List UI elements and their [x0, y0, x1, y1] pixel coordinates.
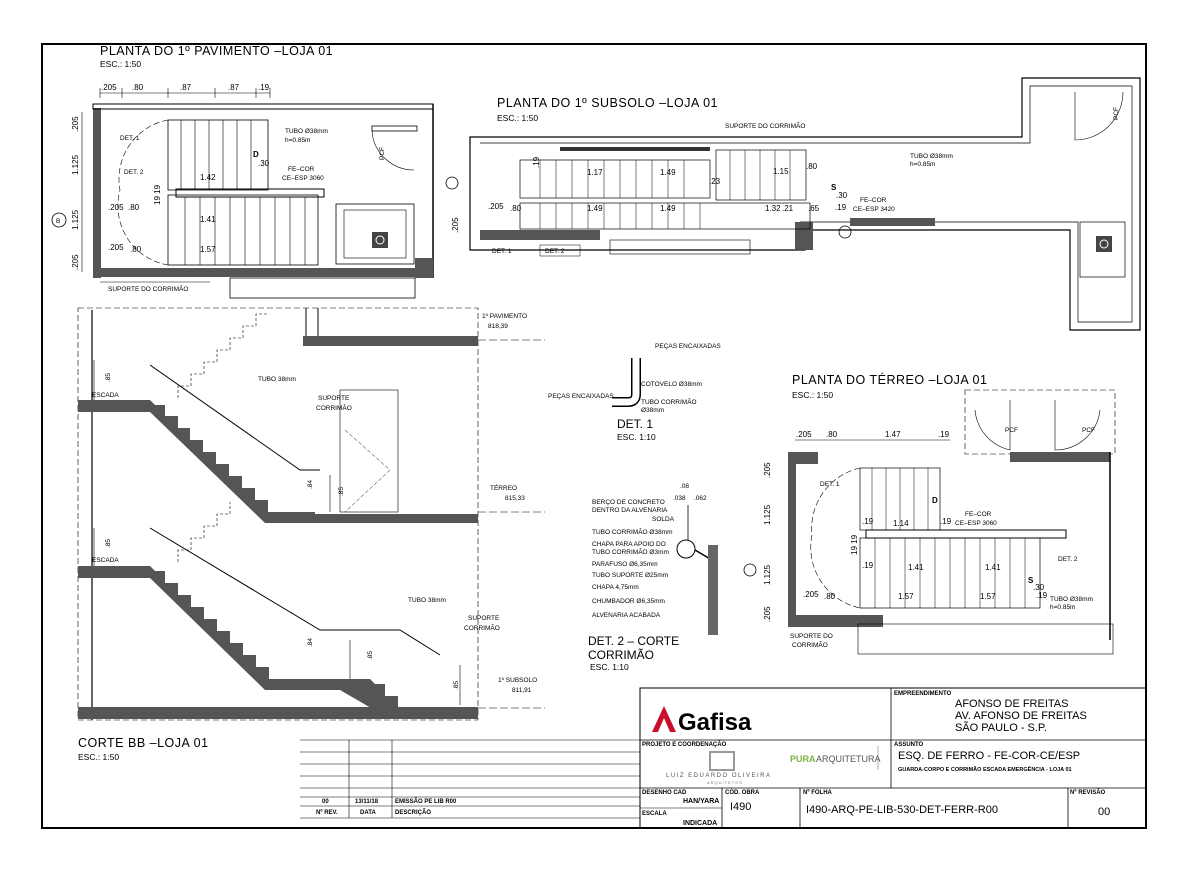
- svg-text:.205: .205: [763, 606, 772, 622]
- svg-text:.87: .87: [228, 83, 240, 92]
- svg-text:PEÇAS ENCAIXADAS: PEÇAS ENCAIXADAS: [548, 393, 614, 400]
- svg-text:.038: .038: [673, 495, 686, 502]
- svg-text:.205: .205: [71, 254, 80, 270]
- svg-text:SUPORTE: SUPORTE: [468, 615, 500, 622]
- svg-text:h=0.85m: h=0.85m: [285, 137, 311, 144]
- svg-text:TUBO CORRIMÃO: TUBO CORRIMÃO: [641, 399, 697, 406]
- svg-text:ASSUNTO: ASSUNTO: [894, 742, 924, 748]
- svg-text:.19: .19: [532, 156, 541, 168]
- svg-text:D: D: [932, 496, 938, 505]
- svg-text:CORRIMÃO: CORRIMÃO: [792, 642, 828, 649]
- svg-text:Nº REVISÃO: Nº REVISÃO: [1070, 790, 1106, 796]
- svg-text:PARAFUSO Ø6,35mm: PARAFUSO Ø6,35mm: [592, 561, 658, 568]
- svg-text:1.41: 1.41: [985, 563, 1001, 572]
- svg-text:1.15: 1.15: [773, 167, 789, 176]
- svg-text:1.49: 1.49: [587, 204, 603, 213]
- svg-text:811,91: 811,91: [512, 687, 532, 694]
- obra-code: I490: [730, 801, 752, 813]
- svg-text:ESCADA: ESCADA: [92, 557, 119, 564]
- svg-text:.80: .80: [826, 430, 838, 439]
- section-marker-b: [446, 177, 458, 189]
- svg-text:ESCALA: ESCALA: [642, 811, 667, 817]
- svg-text:1º PAVIMENTO: 1º PAVIMENTO: [482, 313, 527, 320]
- svg-text:815,33: 815,33: [505, 495, 525, 502]
- det2-callout: DET. 2: [124, 169, 144, 176]
- view-scale: ESC.: 1:50: [78, 752, 120, 762]
- svg-text:.205: .205: [71, 116, 80, 132]
- svg-text:.65: .65: [808, 204, 820, 213]
- svg-text:19 19: 19 19: [850, 534, 859, 555]
- svg-text:TÉRREO: TÉRREO: [490, 485, 518, 492]
- svg-text:PCF: PCF: [379, 147, 386, 160]
- revision-table: [300, 740, 640, 818]
- view-scale: ESC.: 1:50: [100, 59, 142, 69]
- svg-text:CORRIMÃO: CORRIMÃO: [464, 625, 500, 632]
- subject-sub: GUARDA-CORPO E CORRIMÃO ESCADA EMERGÊNCIA - LOJA 01: [898, 767, 1072, 773]
- view-title: PLANTA DO TÉRREO –LOJA 01: [792, 373, 988, 387]
- svg-text:.19: .19: [258, 83, 270, 92]
- view-title: PLANTA DO 1º PAVIMENTO –LOJA 01: [100, 44, 334, 58]
- rev-number: 00: [322, 799, 329, 805]
- plan-1st-basement: [446, 78, 1140, 330]
- svg-text:HAN/YARA: HAN/YARA: [683, 798, 720, 805]
- svg-text:1.125: 1.125: [71, 209, 80, 230]
- svg-text:D: D: [253, 150, 259, 159]
- accessibility-icon: [372, 232, 388, 248]
- svg-text:1.57: 1.57: [898, 592, 914, 601]
- project-address: AV. AFONSO DE FREITAS: [955, 710, 1087, 722]
- svg-text:1.17: 1.17: [587, 168, 603, 177]
- svg-text:1.49: 1.49: [660, 168, 676, 177]
- det1-callout: DET. 1: [120, 135, 140, 142]
- svg-text:Nº REV.: Nº REV.: [316, 810, 338, 816]
- svg-text:h=0.85m: h=0.85m: [1050, 604, 1076, 611]
- view-scale: ESC.: 1:50: [792, 390, 834, 400]
- svg-text:1.49: 1.49: [660, 204, 676, 213]
- svg-text:.80: .80: [130, 245, 142, 254]
- svg-text:TUBO Ø38mm: TUBO Ø38mm: [910, 153, 953, 160]
- svg-text:TUBO CORRIMÃO Ø38mm: TUBO CORRIMÃO Ø38mm: [592, 529, 673, 536]
- svg-text:PROJETO E COORDENAÇÃO: PROJETO E COORDENAÇÃO: [642, 742, 727, 748]
- svg-text:.19: .19: [862, 561, 874, 570]
- svg-text:.19: .19: [1036, 591, 1048, 600]
- svg-text:.30: .30: [258, 159, 270, 168]
- svg-text:S: S: [1028, 576, 1034, 585]
- svg-text:1.125: 1.125: [763, 504, 772, 525]
- svg-text:1.32: 1.32: [765, 204, 781, 213]
- svg-text:1.41: 1.41: [908, 563, 924, 572]
- svg-text:CE–ESP 3420: CE–ESP 3420: [853, 206, 895, 213]
- svg-text:1.125: 1.125: [763, 564, 772, 585]
- revision-number: 00: [1098, 806, 1111, 818]
- svg-text:.21: .21: [782, 204, 794, 213]
- plan-ground-floor: [744, 372, 1115, 654]
- svg-text:SUPORTE DO: SUPORTE DO: [790, 633, 833, 640]
- svg-text:CHUMBADOR Ø6,35mm: CHUMBADOR Ø6,35mm: [592, 598, 665, 605]
- subject: ESQ. DE FERRO - FE-COR-CE/ESP: [898, 750, 1081, 762]
- svg-text:B: B: [56, 218, 61, 225]
- svg-text:CHAPA 4,75mm: CHAPA 4,75mm: [592, 584, 639, 591]
- svg-text:CHAPA PARA APOIO DO: CHAPA PARA APOIO DO: [592, 541, 666, 548]
- svg-text:1.42: 1.42: [200, 173, 216, 182]
- svg-text:.19: .19: [862, 517, 874, 526]
- detail-title: DET. 2 – CORTE: [588, 634, 680, 648]
- svg-text:.80: .80: [128, 203, 140, 212]
- svg-text:.80: .80: [510, 204, 522, 213]
- view-title: PLANTA DO 1º SUBSOLO –LOJA 01: [497, 96, 719, 110]
- section-marker-b: [839, 226, 851, 238]
- svg-text:.23: .23: [709, 177, 721, 186]
- svg-text:1.14: 1.14: [893, 519, 909, 528]
- svg-text:LUIZ EDUARDO OLIVEIRA: LUIZ EDUARDO OLIVEIRA: [666, 773, 772, 779]
- sheet-number: I490-ARQ-PE-LIB-530-DET-FERR-R00: [806, 804, 998, 816]
- detail-scale: ESC. 1:10: [617, 432, 656, 442]
- svg-text:.205: .205: [796, 430, 812, 439]
- svg-text:.84: .84: [307, 637, 314, 647]
- svg-text:19 19: 19 19: [153, 184, 162, 205]
- svg-text:.205: .205: [803, 590, 819, 599]
- svg-text:.80: .80: [806, 162, 818, 171]
- svg-text:DATA: DATA: [360, 810, 376, 816]
- project-name: AFONSO DE FREITAS: [955, 698, 1069, 710]
- detail-1: [548, 343, 721, 442]
- svg-text:CE–ESP 3060: CE–ESP 3060: [282, 175, 324, 182]
- section-bb: [78, 308, 545, 762]
- svg-text:.205: .205: [488, 202, 504, 211]
- svg-text:TUBO CORRIMÃO Ø3mm: TUBO CORRIMÃO Ø3mm: [592, 549, 669, 556]
- svg-text:SUPORTE: SUPORTE: [318, 395, 350, 402]
- detail-title: CORRIMÃO: [588, 648, 654, 662]
- accessibility-icon: [1096, 236, 1112, 252]
- rev-date: 13/11/18: [355, 799, 379, 805]
- title-block: [640, 688, 1146, 828]
- svg-text:TUBO 38mm: TUBO 38mm: [258, 376, 296, 383]
- svg-text:ARQUITETURA: ARQUITETURA: [816, 754, 881, 764]
- architect-logo-icon: [710, 752, 734, 770]
- svg-text:PCF: PCF: [1113, 107, 1120, 120]
- svg-text:DESENHO CAD: DESENHO CAD: [642, 790, 687, 796]
- svg-text:1.41: 1.41: [200, 215, 216, 224]
- svg-text:PURA: PURA: [790, 754, 816, 764]
- svg-text:PCF: PCF: [1082, 427, 1095, 434]
- svg-text:.205: .205: [101, 83, 117, 92]
- svg-text:CE–ESP 3060: CE–ESP 3060: [955, 520, 997, 527]
- plan-1st-floor: [52, 44, 433, 298]
- svg-text:.205: .205: [108, 203, 124, 212]
- view-scale: ESC.: 1:50: [497, 113, 539, 123]
- svg-text:CORRIMÃO: CORRIMÃO: [316, 405, 352, 412]
- svg-text:.062: .062: [694, 495, 707, 502]
- svg-text:ARQUITETOS: ARQUITETOS: [707, 780, 743, 785]
- svg-text:DESCRIÇÃO: DESCRIÇÃO: [395, 810, 432, 816]
- svg-text:EMPREENDIMENTO: EMPREENDIMENTO: [894, 691, 952, 697]
- svg-text:CÓD. OBRA: CÓD. OBRA: [725, 790, 760, 796]
- svg-text:818,39: 818,39: [488, 323, 508, 330]
- svg-text:.80: .80: [824, 592, 836, 601]
- svg-text:DET. 2: DET. 2: [545, 248, 565, 255]
- project-city: SÃO PAULO - S.P.: [955, 722, 1047, 734]
- svg-text:.205: .205: [763, 462, 772, 478]
- svg-text:TUBO 38mm: TUBO 38mm: [408, 597, 446, 604]
- svg-text:.30: .30: [1033, 583, 1045, 592]
- svg-text:COTOVELO Ø38mm: COTOVELO Ø38mm: [641, 381, 702, 388]
- detail-scale: ESC. 1:10: [590, 662, 629, 672]
- svg-text:ESCADA: ESCADA: [92, 392, 119, 399]
- svg-text:.85: .85: [453, 680, 460, 690]
- svg-text:.85: .85: [105, 372, 112, 382]
- svg-text:1º SUBSOLO: 1º SUBSOLO: [498, 677, 538, 684]
- svg-text:PCF: PCF: [1005, 427, 1018, 434]
- svg-text:Nº FOLHA: Nº FOLHA: [803, 790, 832, 796]
- svg-text:.19: .19: [835, 203, 847, 212]
- section-marker-b: [744, 564, 756, 576]
- svg-text:TUBO SUPORTE Ø25mm: TUBO SUPORTE Ø25mm: [592, 572, 669, 579]
- svg-text:INDICADA: INDICADA: [683, 820, 718, 827]
- svg-text:TUBO Ø38mm: TUBO Ø38mm: [285, 128, 328, 135]
- svg-text:SUPORTE DO CORRIMÃO: SUPORTE DO CORRIMÃO: [725, 123, 806, 130]
- svg-text:SOLDA: SOLDA: [652, 516, 675, 523]
- svg-text:.87: .87: [180, 83, 192, 92]
- svg-text:DET. 1: DET. 1: [820, 481, 840, 488]
- svg-text:1.57: 1.57: [980, 592, 996, 601]
- svg-text:FE–COR: FE–COR: [860, 197, 887, 204]
- svg-text:DET. 2: DET. 2: [1058, 556, 1078, 563]
- svg-text:Ø38mm: Ø38mm: [641, 407, 665, 414]
- svg-text:.19: .19: [938, 430, 950, 439]
- svg-text:h=0.85m: h=0.85m: [910, 161, 936, 168]
- svg-text:.80: .80: [132, 83, 144, 92]
- view-title: CORTE BB –LOJA 01: [78, 736, 209, 750]
- detail-title: DET. 1: [617, 417, 654, 431]
- svg-text:DENTRO DA ALVENARIA: DENTRO DA ALVENARIA: [592, 507, 668, 514]
- svg-text:DET. 1: DET. 1: [492, 248, 512, 255]
- svg-text:.205: .205: [451, 217, 460, 233]
- brand-name: Gafisa: [678, 709, 752, 736]
- svg-text:.08: .08: [680, 483, 690, 490]
- svg-text:.205: .205: [108, 243, 124, 252]
- svg-text:.19: .19: [940, 517, 952, 526]
- svg-text:.85: .85: [367, 650, 374, 660]
- svg-text:S: S: [831, 183, 837, 192]
- svg-text:1.57: 1.57: [200, 245, 216, 254]
- svg-text:.84: .84: [307, 479, 314, 489]
- svg-text:.85: .85: [105, 538, 112, 548]
- rev-description: EMISSÃO PE LIB R00: [395, 799, 457, 805]
- svg-text:.85: .85: [338, 486, 345, 496]
- svg-text:BERÇO DE CONCRETO: BERÇO DE CONCRETO: [592, 499, 665, 506]
- svg-text:FE–COR: FE–COR: [288, 166, 315, 173]
- svg-text:.30: .30: [836, 191, 848, 200]
- svg-text:1.47: 1.47: [885, 430, 901, 439]
- svg-text:SUPORTE DO CORRIMÃO: SUPORTE DO CORRIMÃO: [108, 286, 189, 293]
- detail-2: [588, 483, 718, 672]
- svg-text:ALVENARIA ACABADA: ALVENARIA ACABADA: [592, 612, 661, 619]
- svg-text:PEÇAS ENCAIXADAS: PEÇAS ENCAIXADAS: [655, 343, 721, 350]
- svg-text:1.125: 1.125: [71, 154, 80, 175]
- svg-text:TUBO Ø38mm: TUBO Ø38mm: [1050, 596, 1093, 603]
- svg-text:FE–COR: FE–COR: [965, 511, 992, 518]
